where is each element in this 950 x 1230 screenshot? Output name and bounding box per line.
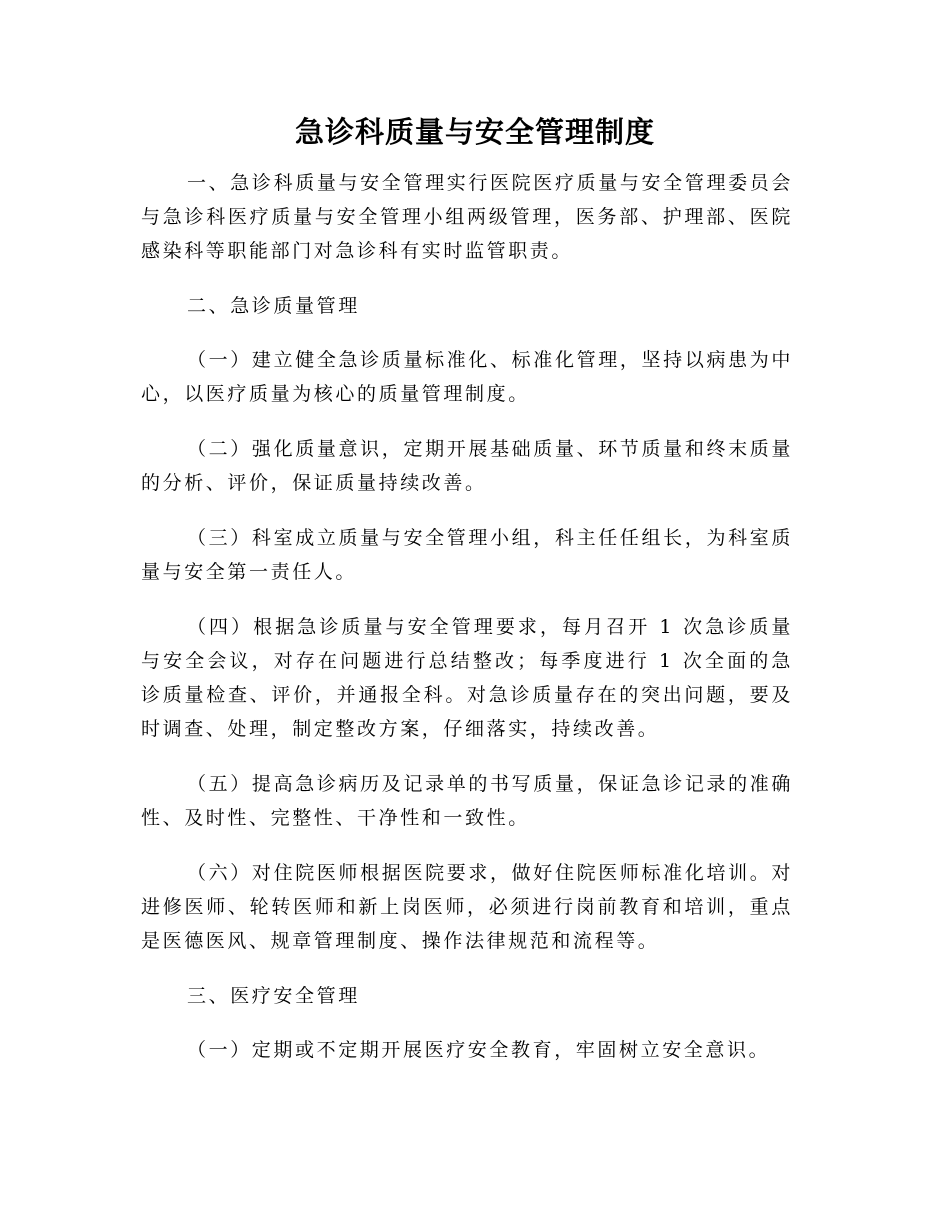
paragraph-safety-1: （一）定期或不定期开展医疗安全教育，牢固树立安全意识。 <box>187 1039 771 1061</box>
paragraph-management-structure: 一、急诊科质量与安全管理实行医院医疗质量与安全管理委员会与急诊科医疗质量与安全管理小组两级管理，医务部、护理部、医院感染科等职能部门对急诊科有实时监管职责。 <box>141 172 793 262</box>
paragraph-quality-4: （四）根据急诊质量与安全管理要求，每月召开 1 次急诊质量与安全会议，对存在问题进行总结整改；每季度进行 1 次全面的急诊质量检查、评价，并通报全科。对急诊质量存在的突出问题，要及时调查、处理，制定整改方案，仔细落实，持续改善。 <box>141 616 793 740</box>
paragraph-quality-2: （二）强化质量意识，定期开展基础质量、环节质量和终末质量的分析、评价，保证质量持续改善。 <box>141 438 793 494</box>
section-heading-safety: 三、医疗安全管理 <box>187 985 360 1007</box>
paragraph-quality-5: （五）提高急诊病历及记录单的书写质量，保证急诊记录的准确性、及时性、完整性、干净性和一致性。 <box>141 773 793 829</box>
document-body <box>141 166 793 1088</box>
document-title: 急诊科质量与安全管理制度 <box>294 115 655 149</box>
section-heading-quality: 二、急诊质量管理 <box>187 295 360 317</box>
paragraph-quality-1: （一）建立健全急诊质量标准化、标准化管理，坚持以病患为中心，以医疗质量为核心的质量管理制度。 <box>141 349 793 405</box>
paragraph-quality-6: （六）对住院医师根据医院要求，做好住院医师标准化培训。对进修医师、轮转医师和新上岗医师，必须进行岗前教育和培训，重点是医德医风、规章管理制度、操作法律规范和流程等。 <box>141 862 793 952</box>
paragraph-quality-3: （三）科室成立质量与安全管理小组，科主任任组长，为科室质量与安全第一责任人。 <box>141 527 793 583</box>
